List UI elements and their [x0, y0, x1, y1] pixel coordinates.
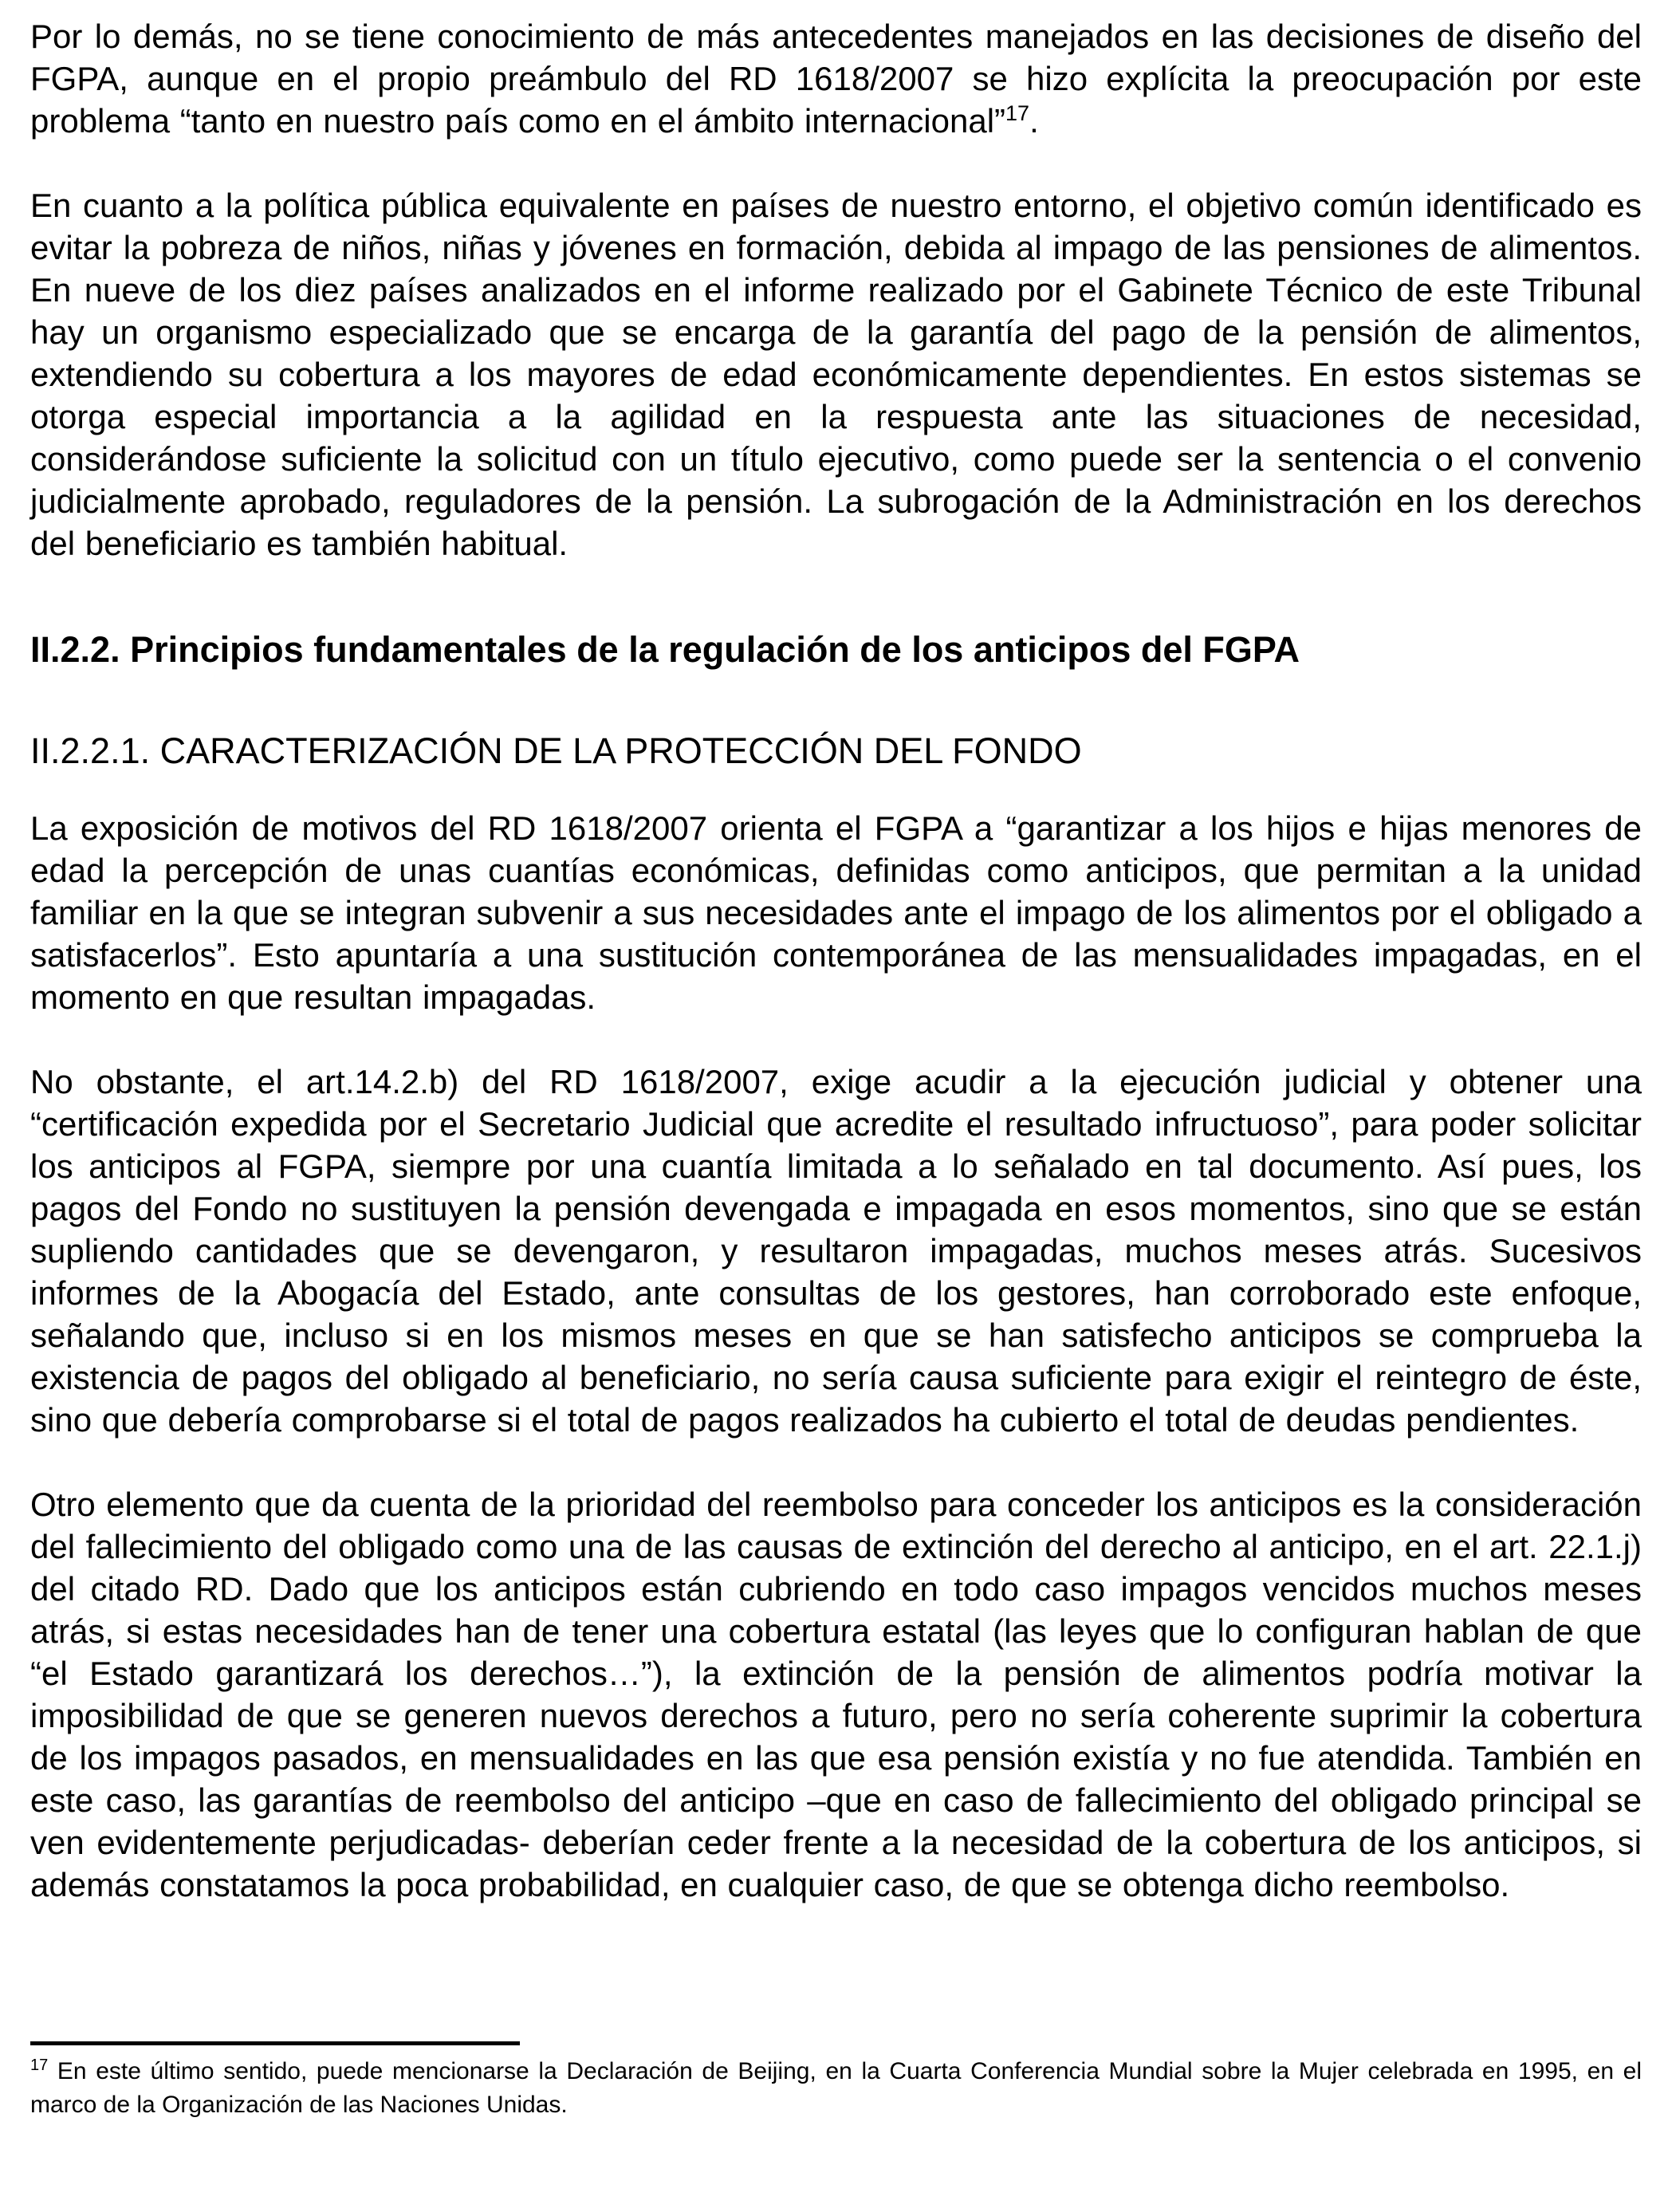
section-heading-ii-2-2: II.2.2. Principios fundamentales de la regulación de los anticipos del FGPA — [30, 629, 1300, 670]
subsection-heading-ii-2-2-1: II.2.2.1. CARACTERIZACIÓN DE LA PROTECCIÓN DEL FONDO — [30, 730, 1082, 771]
footnote-separator — [30, 2041, 520, 2045]
footnote-text: En este último sentido, puede mencionarse la Declaración de Beijing, en la Cuarta Conferencia Mundial sobre la Mujer celebrada en 1995, en el marco de la Organización de las Naciones Unidas. — [30, 2058, 1642, 2118]
paragraph-exposicion-motivos: La exposición de motivos del RD 1618/2007 orienta el FGPA a “garantizar a los hijos e hijas menores de edad la percepción de unas cuantías económicas, definidas como anticipos, que permitan a la unidad familiar en la que se integran subvenir a sus necesidades ante el impago de los alimentos por el obligado a satisfacerlos”. Esto apuntaría a una sustitución contemporánea de las mensualidades impagadas, en el momento en que resultan impagadas. — [30, 809, 1642, 1016]
paragraph-otro-elemento: Otro elemento que da cuenta de la prioridad del reembolso para conceder los anticipos es la consideración del fallecimiento del obligado como una de las causas de extinción del derecho al anticipo, en el art. 22.1.j) del citado RD. Dado que los anticipos están cubriendo en todo caso impagos vencidos muchos meses atrás, si estas necesidades han de tener una cobertura estatal (las leyes que lo configuran hablan de que “el Estado garantizará los derechos…”), la extinción de la pensión de alimentos podría motivar la imposibilidad de que se generen nuevos derechos a futuro, pero no sería coherente suprimir la cobertura de los impagos pasados, en mensualidades en las que esa pensión existía y no fue atendida. También en este caso, las garantías de reembolso del anticipo –que en caso de fallecimiento del obligado principal se ven evidentemente perjudicadas- deberían ceder frente a la necesidad de la cobertura de los anticipos, si además constatamos la poca probabilidad, en cualquier caso, de que se obtenga dicho reembolso. — [30, 1486, 1642, 1903]
paragraph-antecedentes-text: Por lo demás, no se tiene conocimiento de más antecedentes manejados en las decisiones de diseño del FGPA, aunque en el propio preámbulo del RD 1618/2007 se hizo explícita la preocupación por este problema “tanto en nuestro país como en el ámbito internacional” — [30, 18, 1642, 140]
footnote-17 — [30, 2055, 1642, 2122]
paragraph-antecedentes-period: . — [1029, 102, 1039, 140]
paragraph-politica-publica: En cuanto a la política pública equivalente en países de nuestro entorno, el objetivo común identificado es evitar la pobreza de niños, niñas y jóvenes en formación, debida al impago de las pensiones de alimentos. En nueve de los diez países analizados en el informe realizado por el Gabinete Técnico de este Tribunal hay un organismo especializado que se encarga de la garantía del pago de la pensión de alimentos, extendiendo su cobertura a los mayores de edad económicamente dependientes. En estos sistemas se otorga especial importancia a la agilidad en la respuesta ante las situaciones de necesidad, considerándose suficiente la solicitud con un título ejecutivo, como puede ser la sentencia o el convenio judicialmente aprobado, reguladores de la pensión. La subrogación de la Administración en los derechos del beneficiario es también habitual. — [30, 187, 1642, 562]
paragraph-no-obstante: No obstante, el art.14.2.b) del RD 1618/2007, exige acudir a la ejecución judicial y obtener una “certificación expedida por el Secretario Judicial que acredite el resultado infructuoso”, para poder solicitar los anticipos al FGPA, siempre por una cuantía limitada a lo señalado en tal documento. Así pues, los pagos del Fondo no sustituyen la pensión devengada e impagada en esos momentos, sino que se están supliendo cantidades que se devengaron, y resultaron impagadas, muchos meses atrás. Sucesivos informes de la Abogacía del Estado, ante consultas de los gestores, han corroborado este enfoque, señalando que, incluso si en los mismos meses en que se han satisfecho anticipos se comprueba la existencia de pagos del obligado al beneficiario, no sería causa suficiente para exigir el reintegro de éste, sino que debería comprobarse si el total de pagos realizados ha cubierto el total de deudas pendientes. — [30, 1063, 1642, 1439]
footnote-reference-17: 17 — [1005, 101, 1030, 125]
footnote-number: 17 — [30, 2057, 49, 2074]
paragraph-antecedentes — [30, 15, 1642, 142]
